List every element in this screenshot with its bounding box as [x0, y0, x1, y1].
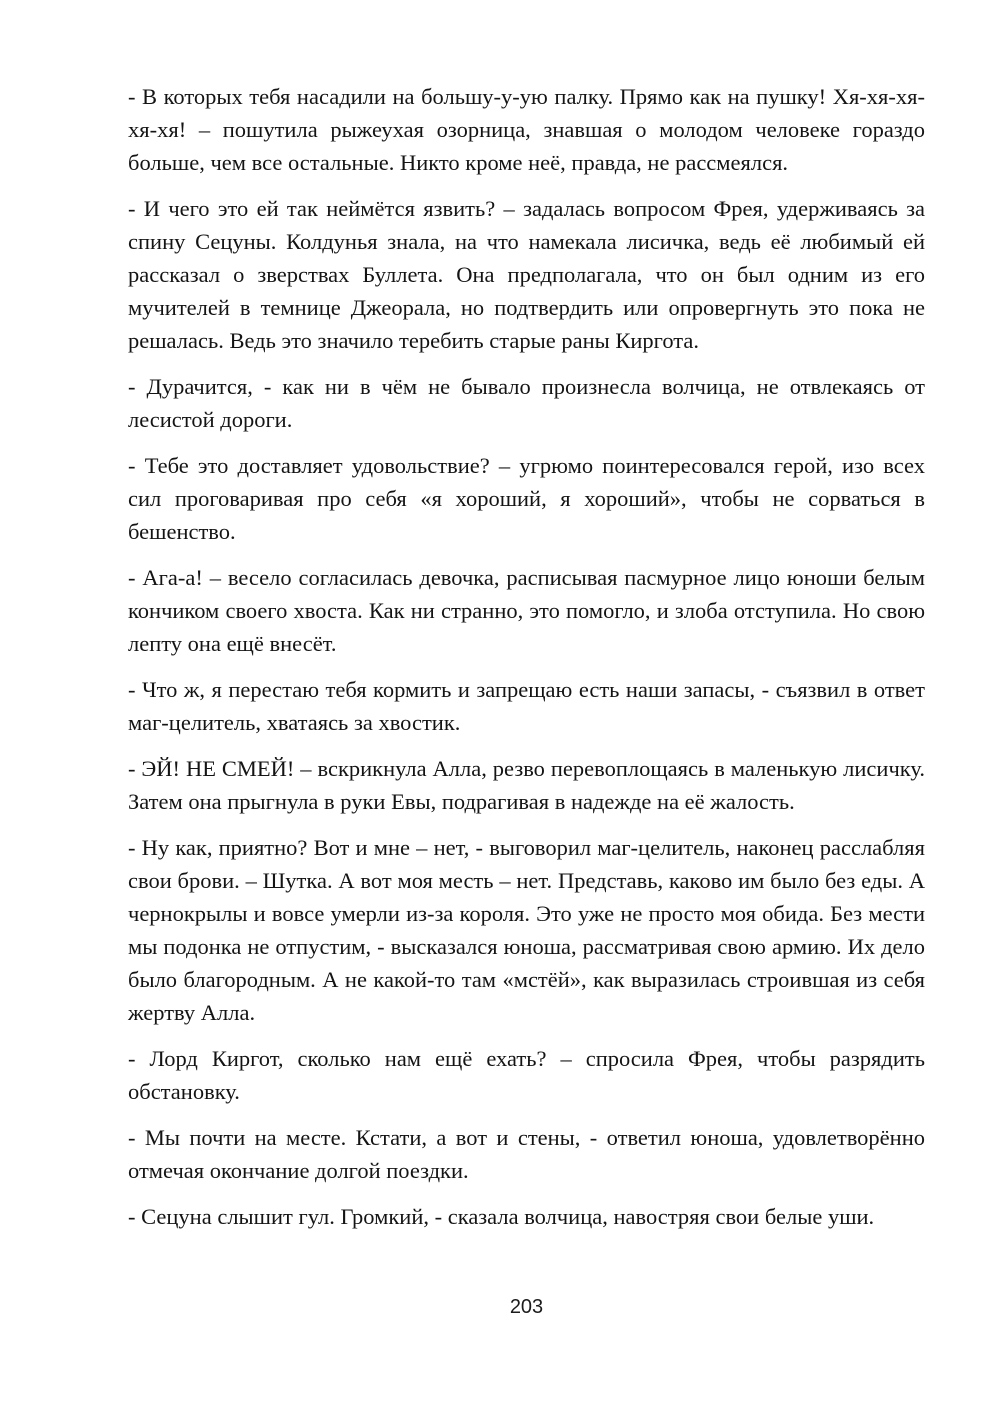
paragraph: - Ага-а! – весело согласилась девочка, расписывая пасмурное лицо юноши белым кончиком своего хвоста. Как ни странно, это помогло, и злоба отступила. Но свою лепту она ещё внесёт.: [128, 565, 925, 656]
paragraph: - Ну как, приятно? Вот и мне – нет, - выговорил маг-целитель, наконец расслабляя свои брови. – Шутка. А вот моя месть – нет. Представь, каково им было без еды. А чернокрылы и вовсе умерли из-за короля. Это уже не просто моя обида. Без мести мы подонка не отпустим, - высказался юноша, рассматривая свою армию. Их дело было благородным. А не какой-то там «мстёй», как выразилась строившая из себя жертву Алла.: [128, 835, 925, 1025]
paragraph: - Лорд Киргот, сколько нам ещё ехать? – спросила Фрея, чтобы разрядить обстановку.: [128, 1046, 925, 1104]
paragraph: - Мы почти на месте. Кстати, а вот и стены, - ответил юноша, удовлетворённо отмечая окончание долгой поездки.: [128, 1125, 925, 1183]
page-number: 203: [509, 1296, 544, 1318]
paragraph: - Что ж, я перестаю тебя кормить и запрещаю есть наши запасы, - съязвил в ответ маг-целитель, хватаясь за хвостик.: [128, 677, 925, 735]
paragraph: - В которых тебя насадили на большу-у-ую палку. Прямо как на пушку! Хя-хя-хя-хя-хя! – пошутила рыжеухая озорница, знавшая о молодом человеке гораздо больше, чем все остальные. Никто кроме неё, правда, не рассмеялся.: [128, 84, 925, 175]
paragraph: - Дурачится, - как ни в чём не бывало произнесла волчица, не отвлекаясь от лесистой дороги.: [128, 374, 925, 432]
paragraph: - ЭЙ! НЕ СМЕЙ! – вскрикнула Алла, резво перевоплощаясь в маленькую лисичку. Затем она прыгнула в руки Евы, подрагивая в надежде на её жалость.: [128, 756, 925, 814]
body-text: [128, 80, 925, 1233]
paragraph: - Сецуна слышит гул. Громкий, - сказала волчица, навостряя свои белые уши.: [128, 1204, 875, 1229]
paragraph: - Тебе это доставляет удовольствие? – угрюмо поинтересовался герой, изо всех сил проговаривая про себя «я хороший, я хороший», чтобы не сорваться в бешенство.: [128, 453, 925, 544]
paragraph: - И чего это ей так неймётся язвить? – задалась вопросом Фрея, удерживаясь за спину Сецуны. Колдунья знала, на что намекала лисичка, ведь её любимый ей рассказал о зверствах Буллета. Она предполагала, что он был одним из его мучителей в темнице Джеорала, но подтвердить или опровергнуть это пока не решалась. Ведь это значило теребить старые раны Киргота.: [128, 196, 925, 353]
